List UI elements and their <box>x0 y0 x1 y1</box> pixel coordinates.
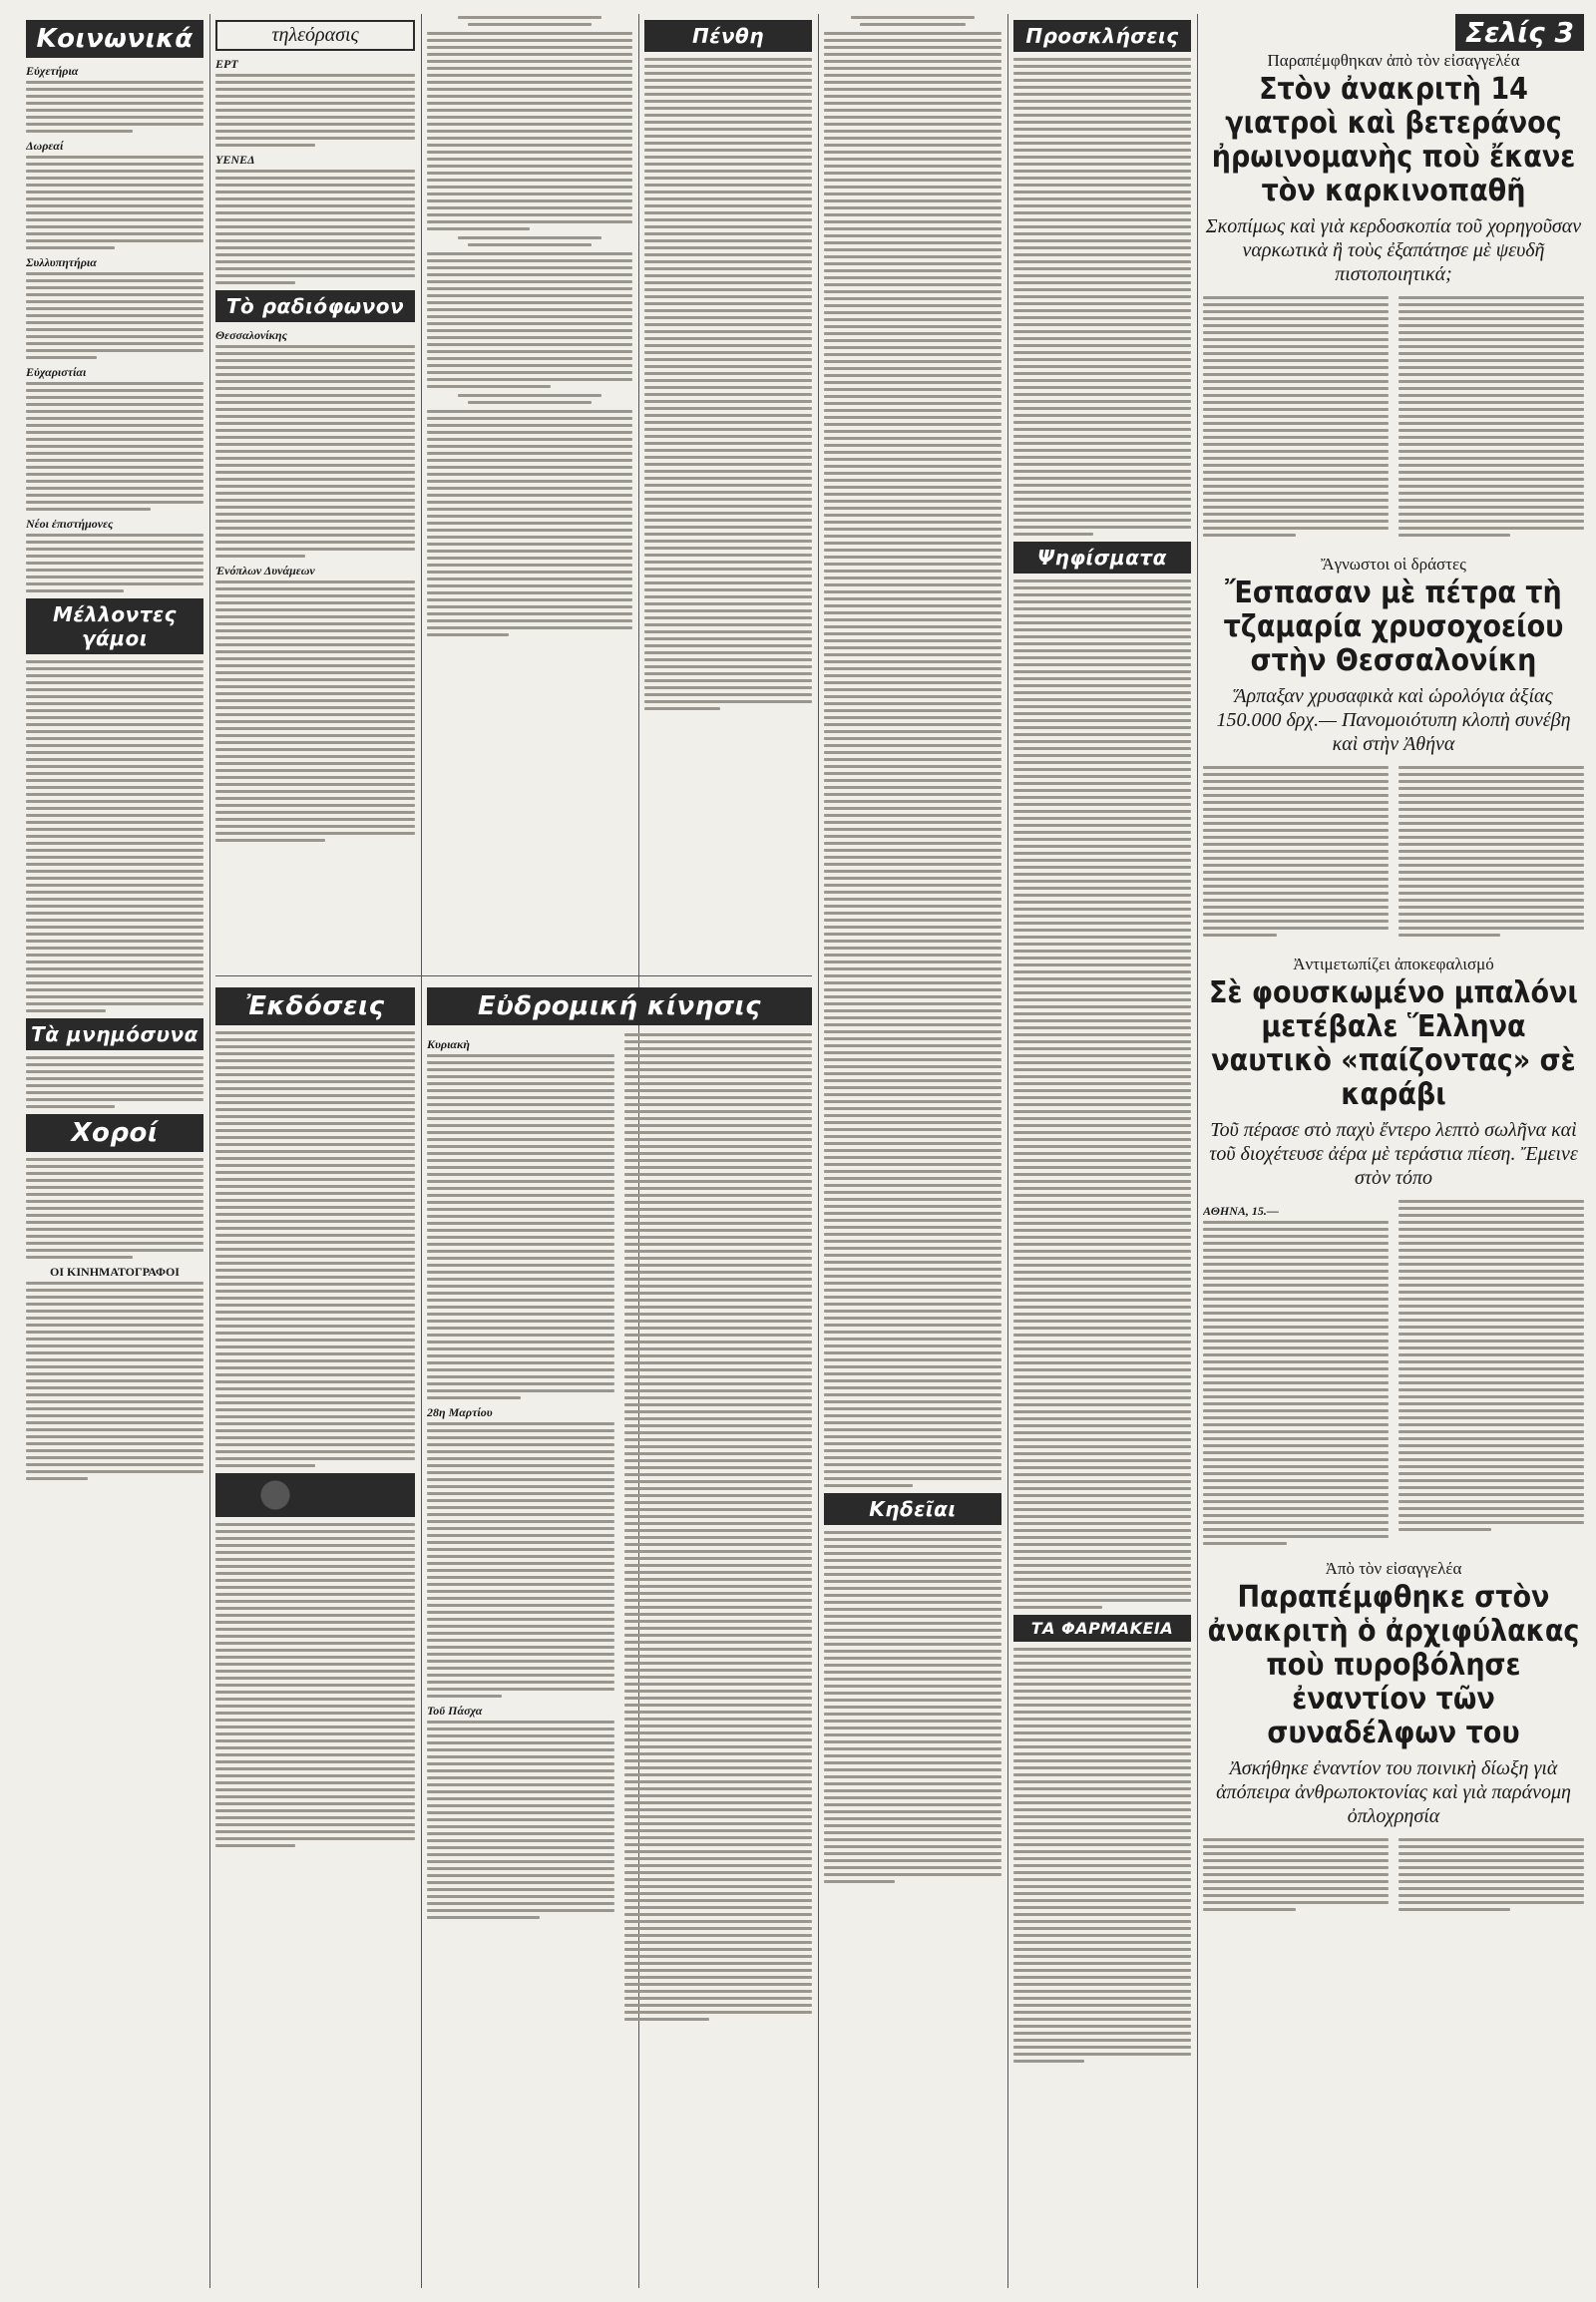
dances-heading: Χοροί <box>26 1114 203 1152</box>
column-notices <box>824 14 1001 2288</box>
text-block <box>26 660 203 1012</box>
section-rule <box>215 975 812 976</box>
text-block <box>427 236 632 246</box>
text-block <box>215 580 415 842</box>
page-label: Σελίς 3 <box>1455 14 1584 51</box>
article-body <box>1203 1198 1584 1551</box>
article-deck: Ἅρπαξαν χρυσαφικὰ καὶ ὡρολόγια ἀξίας 150.000 δρχ.— Πανομοιότυπη κλοπὴ συνέβη καὶ στὴν Ἀθήνα <box>1216 685 1571 755</box>
article-body <box>1203 294 1584 547</box>
newspaper-page <box>26 14 1584 2288</box>
text-block <box>427 1721 614 1919</box>
social-sub: Εὐχετήρια <box>26 64 79 78</box>
text-block <box>824 32 1001 1487</box>
article-headline: Σὲ φουσκωμένο μπαλόνι μετέβαλε Ἕλληνα ναυτικὸ «παίζοντας» σὲ καράβι <box>1209 975 1578 1112</box>
text-block <box>26 272 203 359</box>
text-block <box>26 1158 203 1259</box>
text-block <box>824 16 1001 26</box>
text-block <box>26 1282 203 1480</box>
editions-heading: Ἐκδόσεις <box>215 987 415 1025</box>
article-deck: Σκοπίμως καὶ γιὰ κερδοσκοπία τοῦ χορηγοῦσαν ναρκωτικὰ ἢ τοὺς ἐξαπάτησε μὲ ψευδῆ πιστοποιητικά; <box>1205 215 1582 285</box>
weddings-heading: Μέλλοντες γάμοι <box>26 598 203 654</box>
mourning-heading: Πένθη <box>644 20 812 52</box>
text-block <box>215 1523 415 1847</box>
funerals-heading: Κηδεῖαι <box>824 1493 1001 1525</box>
article-kicker: Ἄγνωστοι οἱ δράστες <box>1321 555 1466 574</box>
column-rule <box>1197 14 1198 2288</box>
column-rule <box>1007 14 1008 2288</box>
text-block <box>427 252 632 388</box>
text-block <box>26 1056 203 1108</box>
television-heading: τηλεόρασις <box>215 20 415 51</box>
article-deck: Τοῦ πέρασε στὸ παχὺ ἔντερο λεπτὸ σωλῆνα καὶ τοῦ διοχέτευσε ἀέρα μὲ τεράστια πίεση. Ἔμεινε στὸν τόπο <box>1209 1119 1578 1189</box>
column-rule <box>209 14 210 2288</box>
excursion-date: 28η Μαρτίου <box>427 1405 493 1419</box>
article-headline: Ἔσπασαν μὲ πέτρα τὴ τζαμαρία χρυσοχοείου στὴν Θεσσαλονίκη <box>1223 576 1564 678</box>
article-kicker: Παραπέμφθηκαν ἀπὸ τὸν εἰσαγγελέα <box>1267 51 1520 70</box>
excursion-date: Τοῦ Πάσχα <box>427 1704 483 1718</box>
text-block <box>1013 579 1191 1609</box>
text-block <box>427 16 632 26</box>
radio-station: Ἐνόπλων Δυνάμεων <box>215 564 315 577</box>
social-heading: Κοινωνικά <box>26 20 203 58</box>
social-sub: Δωρεαί <box>26 139 64 153</box>
text-block <box>215 1031 415 1467</box>
text-block <box>215 345 415 558</box>
article-kicker: Ἀπὸ τὸν εἰσαγγελέα <box>1325 1559 1462 1578</box>
excursion-date: Κυριακὴ <box>427 1037 470 1051</box>
text-block <box>427 1422 614 1698</box>
column-social <box>26 14 203 2288</box>
article-body <box>1203 764 1584 947</box>
article-kicker: Ἀντιμετωπίζει ἀποκεφαλισμό <box>1293 955 1494 973</box>
pharmacies-heading: ΤΑ ΦΑΡΜΑΚΕΙΑ <box>1013 1615 1191 1642</box>
tv-channel: ΕΡΤ <box>215 57 238 71</box>
text-block <box>26 382 203 511</box>
excursions-heading: Εὐδρομική κίνησις <box>427 987 812 1025</box>
column-rule <box>421 14 422 2288</box>
votes-heading: Ψηφίσματα <box>1013 542 1191 574</box>
social-sub: Εὐχαριστίαι <box>26 365 87 379</box>
text-block <box>427 410 632 636</box>
memorials-heading: Τὰ μνημόσυνα <box>26 1018 203 1050</box>
article-headline: Παραπέμφθηκε στὸν ἀνακριτὴ ὁ ἀρχιφύλακας ποὺ πυροβόλησε ἐναντίον τῶν συναδέλφων του <box>1207 1580 1580 1750</box>
text-block <box>1013 1648 1191 2063</box>
section-emblem <box>215 1473 415 1517</box>
column-rule <box>818 14 819 2288</box>
column-articles <box>427 14 632 971</box>
column-mourning <box>644 14 812 971</box>
dateline: ΑΘΗΝΑ, 15.— <box>1203 1204 1279 1218</box>
text-block <box>427 1054 614 1399</box>
article-headline: Στὸν ἀνακριτὴ 14 γιατροὶ καὶ βετεράνος ἠρωινομανὴς ποὺ ἔκανε τὸν καρκινοπαθῆ <box>1211 72 1576 208</box>
column-invitations <box>1013 14 1191 2288</box>
text-block <box>1013 58 1191 536</box>
radio-station: Θεσσαλονίκης <box>215 328 287 342</box>
column-broadcast <box>215 14 415 971</box>
article-deck: Ἀσκήθηκε ἐναντίον του ποινικὴ δίωξη γιὰ ἀπόπειρα ἀνθρωποκτονίας καὶ γιὰ παράνομη ὀπλοχρησία <box>1216 1757 1571 1827</box>
editions-section <box>215 981 415 2288</box>
text-block <box>644 58 812 710</box>
tv-channel: ΥΕΝΕΔ <box>215 153 255 167</box>
social-sub: Συλλυπητήρια <box>26 255 97 269</box>
article-body <box>1203 1836 1584 1921</box>
text-block <box>824 1531 1001 1883</box>
text-block <box>624 1033 812 2021</box>
excursions-section <box>427 981 812 2288</box>
text-block <box>215 74 415 147</box>
radio-heading: Τὸ ραδιόφωνον <box>215 290 415 322</box>
text-block <box>427 394 632 404</box>
text-block <box>26 156 203 249</box>
text-block <box>26 534 203 592</box>
cinemas-heading: ΟΙ ΚΙΝΗΜΑΤΟΓΡΑΦΟΙ <box>50 1265 180 1279</box>
column-news <box>1203 14 1584 2288</box>
text-block <box>26 81 203 133</box>
text-block <box>427 32 632 230</box>
invitations-heading: Προσκλήσεις <box>1013 20 1191 52</box>
social-sub: Νέοι ἐπιστήμονες <box>26 517 114 531</box>
text-block <box>215 170 415 284</box>
